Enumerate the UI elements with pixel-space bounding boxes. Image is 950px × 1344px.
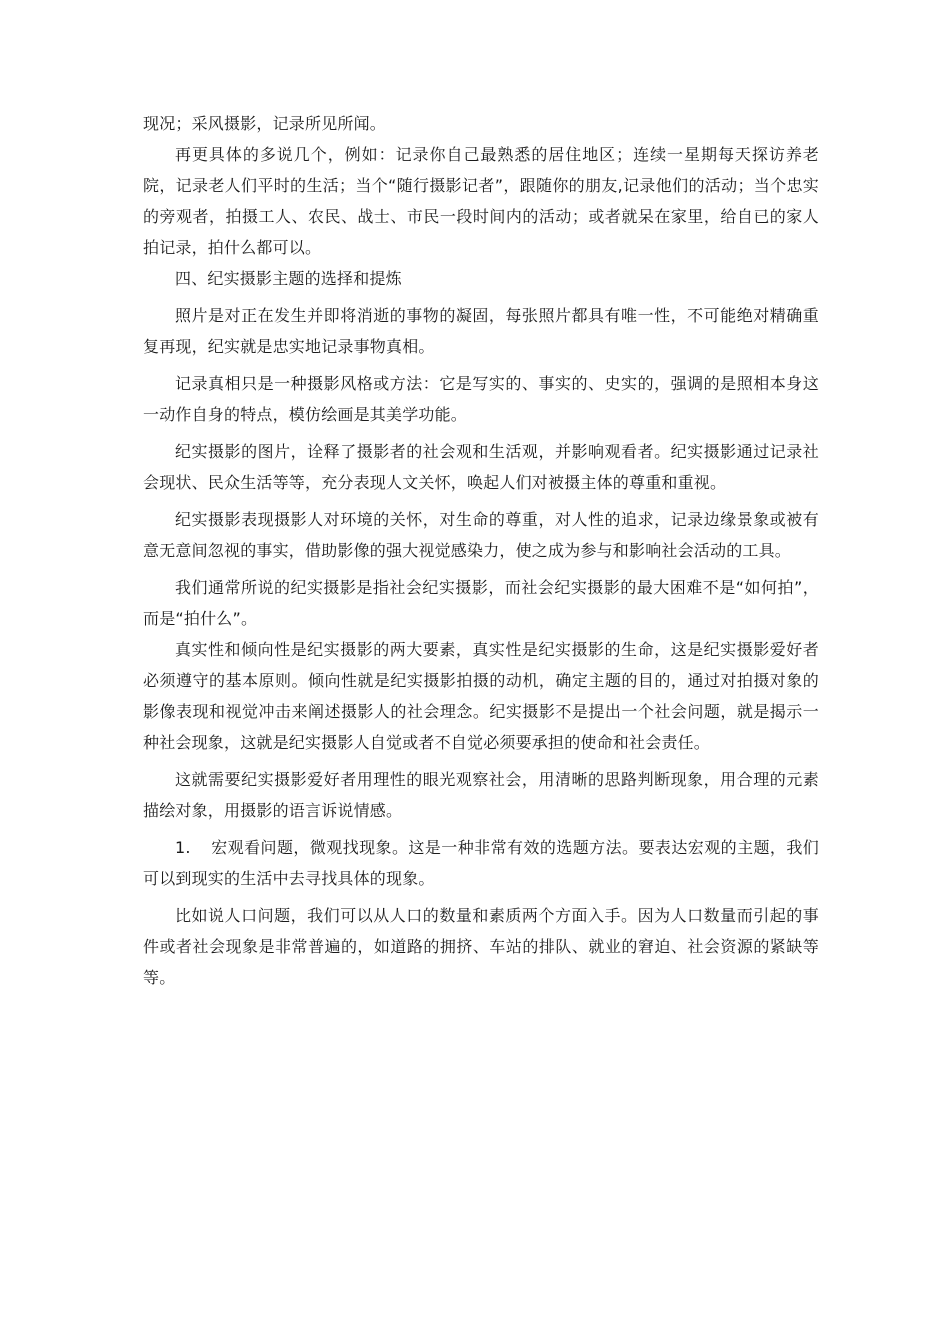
- paragraph: 真实性和倾向性是纪实摄影的两大要素，真实性是纪实摄影的生命，这是纪实摄影爱好者必须遵守的基本原则。倾向性就是纪实摄影拍摄的动机，确定主题的目的，通过对拍摄对象的影像表现和视觉冲击来阐述摄影人的社会理念。纪实摄影不是提出一个社会问题，就是揭示一种社会现象，这就是纪实摄影人自觉或者不自觉必须要承担的使命和社会责任。: [143, 640, 819, 752]
- list-item-number: 1.: [175, 838, 191, 857]
- document-page: [143, 108, 819, 993]
- paragraph-closing: 比如说人口问题，我们可以从人口的数量和素质两个方面入手。因为人口数量而引起的事件或者社会现象是非常普遍的，如道路的拥挤、车站的排队、就业的窘迫、社会资源的紧缺等等。: [143, 906, 819, 987]
- paragraph: 纪实摄影表现摄影人对环境的关怀，对生命的尊重，对人性的追求，记录边缘景象或被有意无意间忽视的事实，借助影像的强大视觉感染力，使之成为参与和影响社会活动的工具。: [143, 510, 819, 560]
- paragraph-continuation: 现况；采风摄影，记录所见所闻。: [143, 114, 387, 133]
- section-heading: 四、纪实摄影主题的选择和提炼: [175, 269, 402, 288]
- paragraph: 这就需要纪实摄影爱好者用理性的眼光观察社会，用清晰的思路判断现象，用合理的元素描绘对象，用摄影的语言诉说情感。: [143, 770, 819, 820]
- paragraph: 纪实摄影的图片，诠释了摄影者的社会观和生活观，并影响观看者。纪实摄影通过记录社会现状、民众生活等等，充分表现人文关怀，唤起人们对被摄主体的尊重和重视。: [143, 442, 819, 492]
- paragraph: 照片是对正在发生并即将消逝的事物的凝固，每张照片都具有唯一性，不可能绝对精确重复再现，纪实就是忠实地记录事物真相。: [143, 306, 819, 356]
- list-item-text: 宏观看问题，微观找现象。这是一种非常有效的选题方法。要表达宏观的主题，我们可以到现实的生活中去寻找具体的现象。: [143, 838, 819, 888]
- paragraph: 我们通常所说的纪实摄影是指社会纪实摄影，而社会纪实摄影的最大困难不是“如何拍”，而是“拍什么”。: [143, 578, 819, 628]
- paragraph: 记录真相只是一种摄影风格或方法：它是写实的、事实的、史实的，强调的是照相本身这一动作自身的特点，模仿绘画是其美学功能。: [143, 374, 819, 424]
- paragraph-examples: 再更具体的多说几个，例如：记录你自己最熟悉的居住地区；连续一星期每天探访养老院，记录老人们平时的生活；当个“随行摄影记者”，跟随你的朋友,记录他们的活动；当个忠实的旁观者，拍摄工人、农民、战士、市民一段时间内的活动；或者就呆在家里，给自已的家人拍记录，拍什么都可以。: [143, 145, 819, 257]
- list-item: [143, 832, 819, 894]
